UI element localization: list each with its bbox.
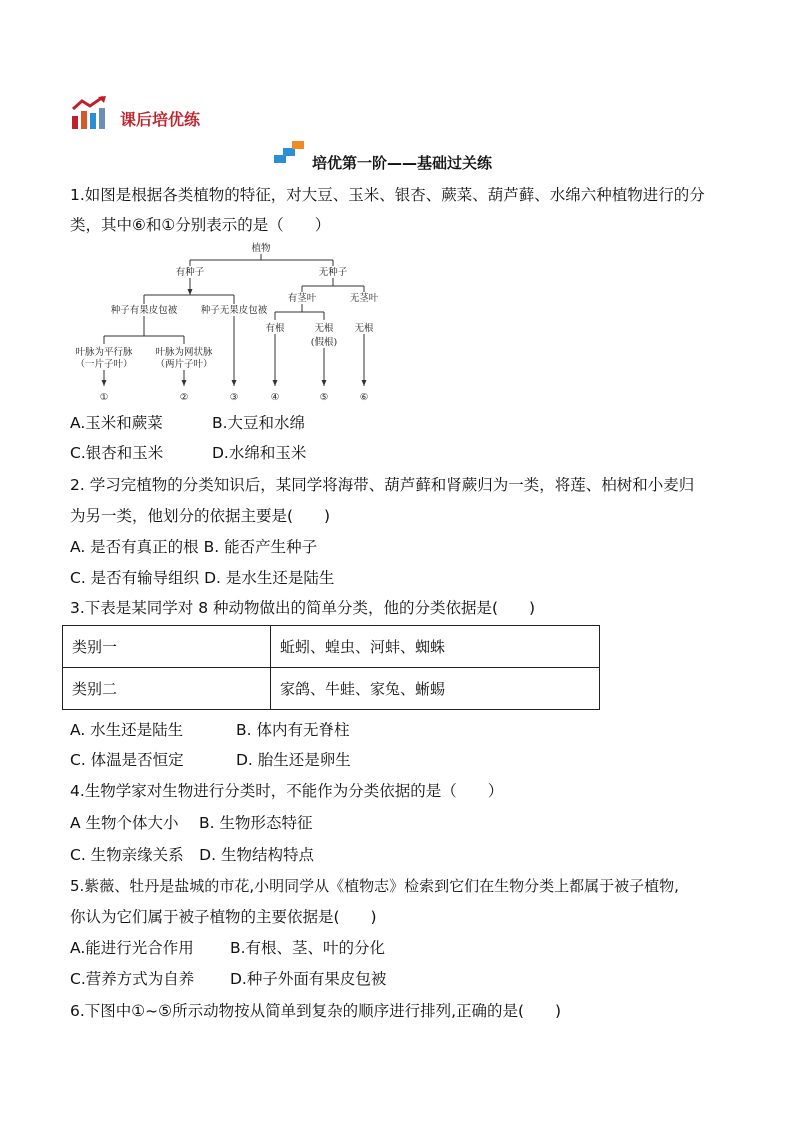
tree-has-stem-leaf: 有茎叶 (287, 293, 317, 304)
q1-stem-line1: 1.如图是根据各类植物的特征，对大豆、玉米、银杏、蕨菜、葫芦藓、水绵六种植物进行的分 (70, 186, 705, 204)
tree-with-seed: 有种子 (175, 267, 205, 278)
tree-seed-uncovered: 种子无果皮包被 (200, 305, 268, 316)
classification-tree-diagram (60, 238, 400, 406)
q4-options-ab[interactable]: A 生物个体大小 B. 生物形态特征 (70, 814, 313, 832)
q2-options-cd[interactable]: C. 是否有输导组织 D. 是水生还是陆生 (70, 569, 335, 587)
q3-option-b[interactable]: B. 体内有无脊柱 (236, 721, 350, 739)
tree-root: 植物 (251, 243, 271, 254)
animals-cell: 蚯蚓、蝗虫、河蚌、蜘蛛 (271, 626, 600, 668)
category-cell: 类别一 (63, 626, 271, 668)
q4-stem: 4.生物学家对生物进行分类时，不能作为分类依据的是（ ） (70, 782, 504, 800)
q5-option-c[interactable]: C.营养方式为自养 (70, 970, 195, 988)
tree-label-2: ② (179, 392, 189, 403)
tree-no-stem-leaf: 无茎叶 (349, 293, 379, 304)
q5-option-d[interactable]: D.种子外面有果皮包被 (230, 970, 387, 988)
q1-stem-line2: 类，其中⑥和①分别表示的是（ ） (70, 216, 331, 234)
q2-stem-line2: 为另一类，他划分的依据主要是( ) (70, 507, 331, 525)
q4-options-cd[interactable]: C. 生物亲缘关系 D. 生物结构特点 (70, 846, 314, 864)
chart-growth-icon (70, 96, 110, 130)
q3-option-c[interactable]: C. 体温是否恒定 (70, 751, 184, 769)
tree-seed-covered: 种子有果皮包被 (110, 305, 178, 316)
animals-cell: 家鸽、牛蛙、家兔、蜥蜴 (271, 668, 600, 710)
q3-classification-table (62, 625, 600, 710)
tree-one-cotyledon: （一片子叶） (75, 359, 133, 370)
steps-icon (274, 140, 306, 164)
category-cell: 类别二 (63, 668, 271, 710)
q5-option-a[interactable]: A.能进行光合作用 (70, 939, 194, 957)
q3-stem: 3.下表是某同学对 8 种动物做出的简单分类，他的分类依据是( ) (70, 599, 536, 617)
tree-label-6: ⑥ (359, 392, 369, 403)
q3-option-d[interactable]: D. 胎生还是卵生 (236, 751, 351, 769)
tree-no-root-b: 无根 (354, 323, 374, 334)
table-row (63, 626, 600, 668)
tree-has-root: 有根 (265, 323, 285, 334)
q5-option-b[interactable]: B.有根、茎、叶的分化 (230, 939, 386, 957)
tree-label-5: ⑤ (319, 392, 329, 403)
q1-option-a[interactable]: A.玉米和蕨菜 (70, 414, 163, 432)
q6-stem: 6.下图中①~⑤所示动物按从简单到复杂的顺序进行排列,正确的是( ) (70, 1002, 562, 1020)
tree-label-3: ③ (229, 392, 239, 403)
tree-net-vein: 叶脉为网状脉 (155, 347, 213, 358)
q2-options-ab[interactable]: A. 是否有真正的根 B. 能否产生种子 (70, 538, 318, 556)
tree-without-seed: 无种子 (318, 267, 348, 278)
tree-label-1: ① (99, 392, 109, 403)
table-row (63, 668, 600, 710)
tree-no-root: 无根 (314, 323, 334, 334)
q1-option-c[interactable]: C.银杏和玉米 (70, 444, 164, 462)
section-title: 课后培优练 (120, 110, 201, 129)
tree-parallel-vein: 叶脉为平行脉 (75, 347, 133, 358)
tree-label-4: ④ (270, 392, 280, 403)
q2-stem-line1: 2. 学习完植物的分类知识后，某同学将海带、葫芦藓和肾蕨归为一类，将莲、柏树和小麦归 (70, 476, 695, 494)
q3-option-a[interactable]: A. 水生还是陆生 (70, 721, 184, 739)
q5-stem-line2: 你认为它们属于被子植物的主要依据是( ) (70, 908, 377, 926)
q1-option-d[interactable]: D.水绵和玉米 (212, 444, 307, 462)
tree-two-cotyledon: （两片子叶） (155, 359, 213, 370)
q5-stem-line1: 5.紫薇、牡丹是盐城的市花,小明同学从《植物志》检索到它们在生物分类上都属于被子植物, (70, 877, 679, 895)
q1-option-b[interactable]: B.大豆和水绵 (212, 414, 306, 432)
section-subtitle: 培优第一阶——基础过关练 (312, 154, 493, 172)
tree-false-root: (假根) (310, 337, 338, 348)
